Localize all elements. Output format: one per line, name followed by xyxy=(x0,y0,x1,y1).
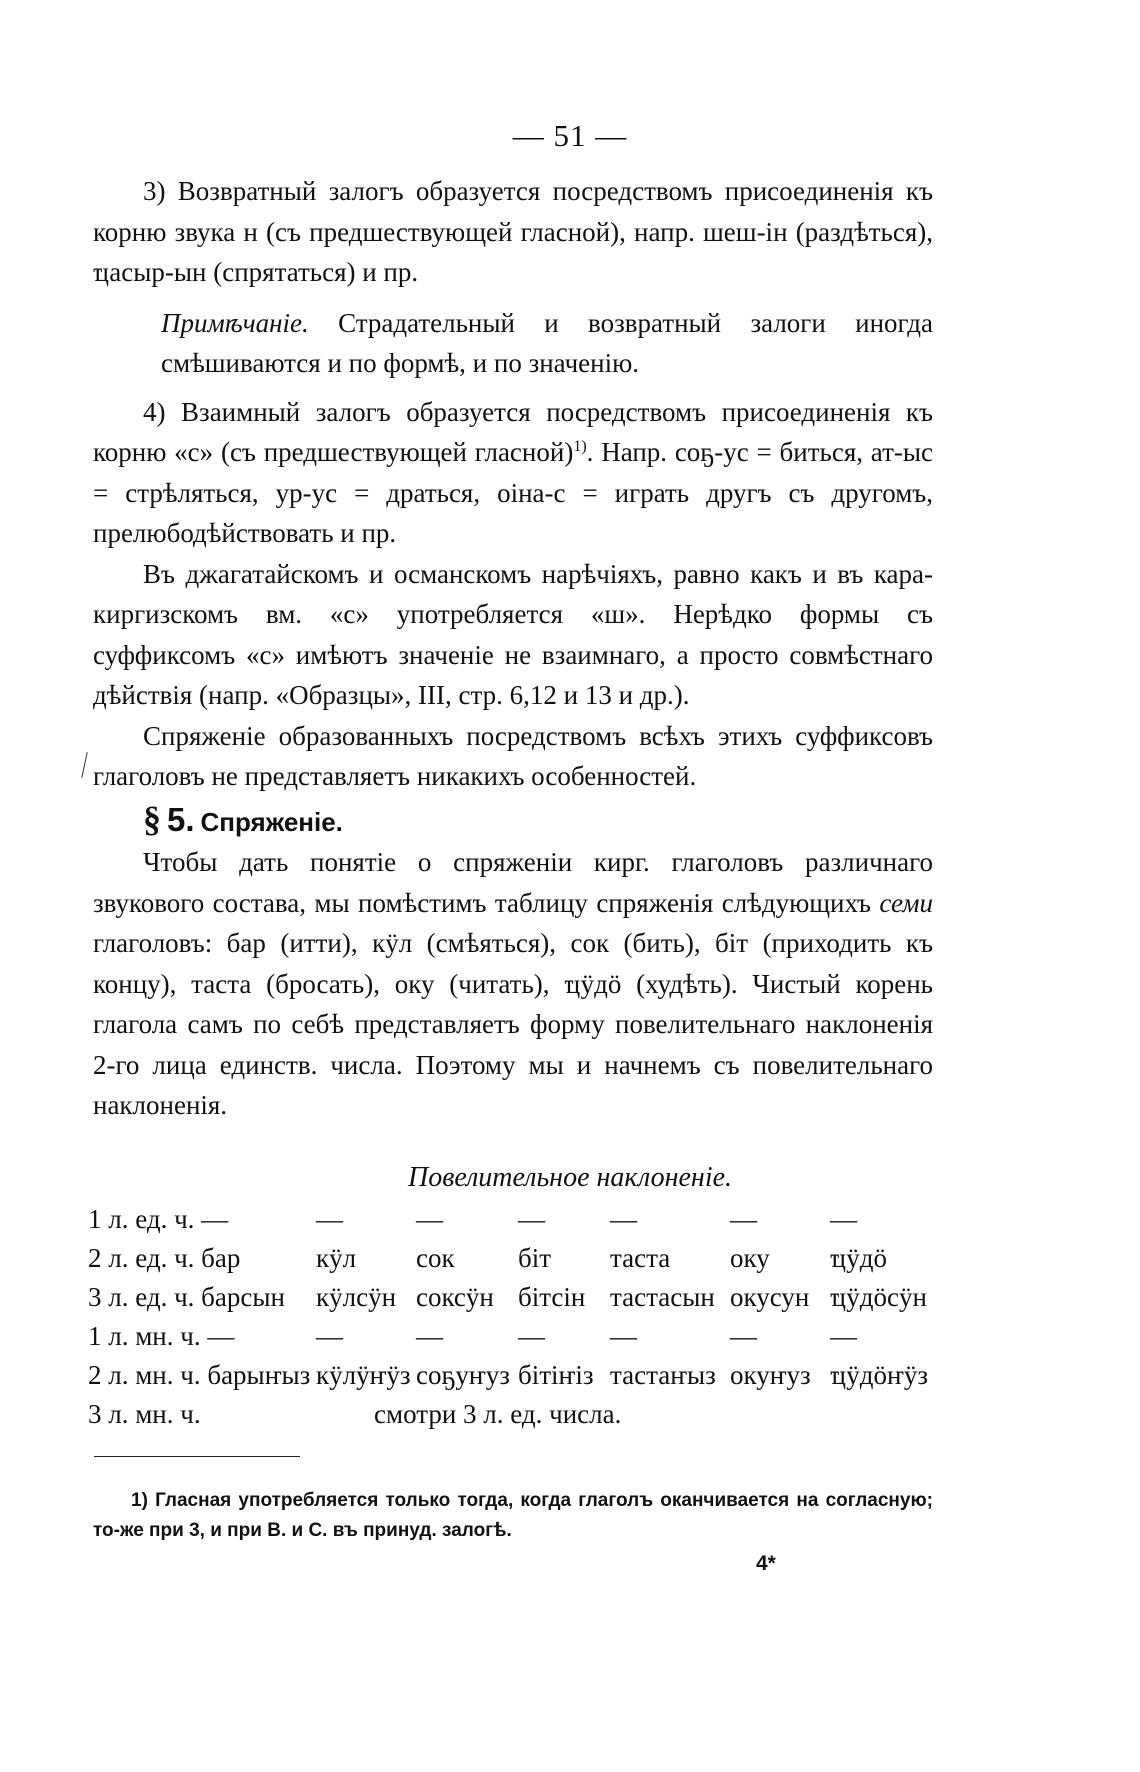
table-row xyxy=(88,1200,928,1239)
table-cell: — xyxy=(830,1321,857,1351)
table-cell: — xyxy=(416,1321,443,1351)
table-cell: 1 л. ед. ч. — xyxy=(88,1204,229,1234)
table-cell: 3 л. мн. ч. xyxy=(88,1399,201,1429)
table-cell: ҵӱдӧҥӱз xyxy=(830,1360,929,1390)
section-title: Спряженіе. xyxy=(200,806,343,837)
table-cell: тастаҥыз xyxy=(610,1360,716,1390)
table-cell: 2 л. мн. ч. барыҥыз xyxy=(88,1360,311,1390)
table-cell: кӱл xyxy=(316,1243,357,1273)
printer-signature: 4* xyxy=(756,1552,776,1575)
paragraph-conjugation-intro xyxy=(93,842,933,1126)
paragraph-conjugation-note: Спряженіе образованныхъ посредствомъ всѣхъ этихъ суффиксовъ глаголовъ не представляетъ никакихъ особенностей. xyxy=(93,720,933,791)
table-cell: — xyxy=(610,1204,637,1234)
table-row xyxy=(88,1356,928,1395)
table-cell: ҵӱдӧ xyxy=(830,1243,888,1273)
paragraph-dialects: Въ джагатайскомъ и османскомъ нарѣчіяхъ, равно какъ и въ кара-киргизскомъ вм. «с» употребляется «ш». Нерѣдко формы съ суффиксомъ «с» имѣютъ значеніе не взаимнаго, а просто совмѣстнаго дѣйствія (напр. «Образцы», III, стр. 6,12 и 13 и др.). xyxy=(93,558,933,710)
page-number: — 51 — xyxy=(512,118,628,153)
reciprocal-text-b: . Напр. соҕ-ус = биться, ат-ыс = стрѣляться, ур-ус = драться, оіна-с = играть другъ съ другомъ, прелюбодѣйствовать и пр. xyxy=(93,437,933,548)
table-cell: — xyxy=(518,1321,545,1351)
table-cell: — xyxy=(830,1204,857,1234)
paragraph-reciprocal-voice xyxy=(93,392,933,554)
conjugation-table xyxy=(88,1200,928,1434)
table-cell: 1 л. мн. ч. — xyxy=(88,1321,235,1351)
table-cell: 2 л. ед. ч. бар xyxy=(88,1243,241,1273)
table-cell: бітсін xyxy=(518,1282,586,1312)
table-cell: кӱлӱҥӱз xyxy=(316,1360,411,1390)
margin-pencil-mark xyxy=(81,752,87,778)
paragraph-reflexive-voice: 3) Возвратный залогъ образуется посредствомъ присоединенія къ корню звука н (съ предшествующей гласной), напр. шеш-ін (раздѣться), ҵасыр-ын (спрятаться) и пр. xyxy=(93,176,933,287)
table-cell: таста xyxy=(610,1243,671,1273)
table-cell: — xyxy=(730,1321,757,1351)
footnote xyxy=(93,1486,933,1546)
section-symbol: § xyxy=(143,798,161,839)
note-text: Страдательный и возвратный залоги иногда смѣшиваются и по формѣ, и по значенію. xyxy=(161,307,933,378)
table-cell: ҵӱдӧсӱн xyxy=(830,1282,927,1312)
table-cell: сок xyxy=(416,1243,455,1273)
table-cell: оку xyxy=(730,1243,770,1273)
reciprocal-text-a: 4) Взаимный залогъ образуется посредствомъ присоединенія къ корню «с» (съ предшествующей гласной) xyxy=(93,396,933,467)
table-cell: біт xyxy=(518,1243,552,1273)
table-cell: соҕуҥуз xyxy=(416,1360,510,1390)
table-cell: 3 л. ед. ч. барсын xyxy=(88,1282,285,1312)
footnote-divider xyxy=(94,1456,300,1457)
table-cell: — xyxy=(730,1204,757,1234)
table-cell: смотри 3 л. ед. числа. xyxy=(374,1399,622,1429)
table-cell: соксӱн xyxy=(416,1282,494,1312)
table-cell: кӱлсӱн xyxy=(316,1282,397,1312)
note-label: Примѣчаніе. xyxy=(161,307,309,338)
table-cell: окусун xyxy=(730,1282,810,1312)
intro-text-b: глаголовъ: бар (итти), кӱл (смѣяться), сок (бить), біт (приходить къ концу), таста (бросать), оку (читать), ҵӱдӧ (худѣть). Чистый корень глагола самъ по себѣ представляетъ форму повелительнаго наклоненія 2-го лица единств. числа. Поэтому мы и начнемъ съ повелительнаго наклоненія. xyxy=(93,928,933,1120)
section-heading xyxy=(93,799,933,843)
table-cell: окуҥуз xyxy=(730,1360,811,1390)
table-row xyxy=(88,1239,928,1278)
footnote-ref: 1) xyxy=(573,438,587,455)
intro-italic: семи xyxy=(879,887,933,918)
table-cell: бітіҥіз xyxy=(518,1360,594,1390)
intro-text-a: Чтобы дать понятіе о спряженіи кирг. глаголовъ различнаго звукового состава, мы помѣстимъ таблицу спряженія слѣдующихъ xyxy=(93,847,933,918)
table-cell: — xyxy=(316,1204,343,1234)
table-cell: — xyxy=(416,1204,443,1234)
section-number: 5. xyxy=(167,800,195,838)
main-text xyxy=(93,171,933,1126)
table-row xyxy=(88,1278,928,1317)
table-cell: — xyxy=(316,1321,343,1351)
table-title: Повелительное наклоненіе. xyxy=(407,1162,733,1193)
table-row xyxy=(88,1317,928,1356)
table-cell: тастасын xyxy=(610,1282,715,1312)
table-row xyxy=(88,1395,928,1434)
footnote-text: 1) Гласная употребляется только тогда, когда глаголъ оканчивается на согласную; то-же при 3, и при В. и С. въ принуд. залогѣ. xyxy=(93,1490,933,1541)
table-cell: — xyxy=(610,1321,637,1351)
note-paragraph xyxy=(161,303,933,384)
table-cell: — xyxy=(518,1204,545,1234)
